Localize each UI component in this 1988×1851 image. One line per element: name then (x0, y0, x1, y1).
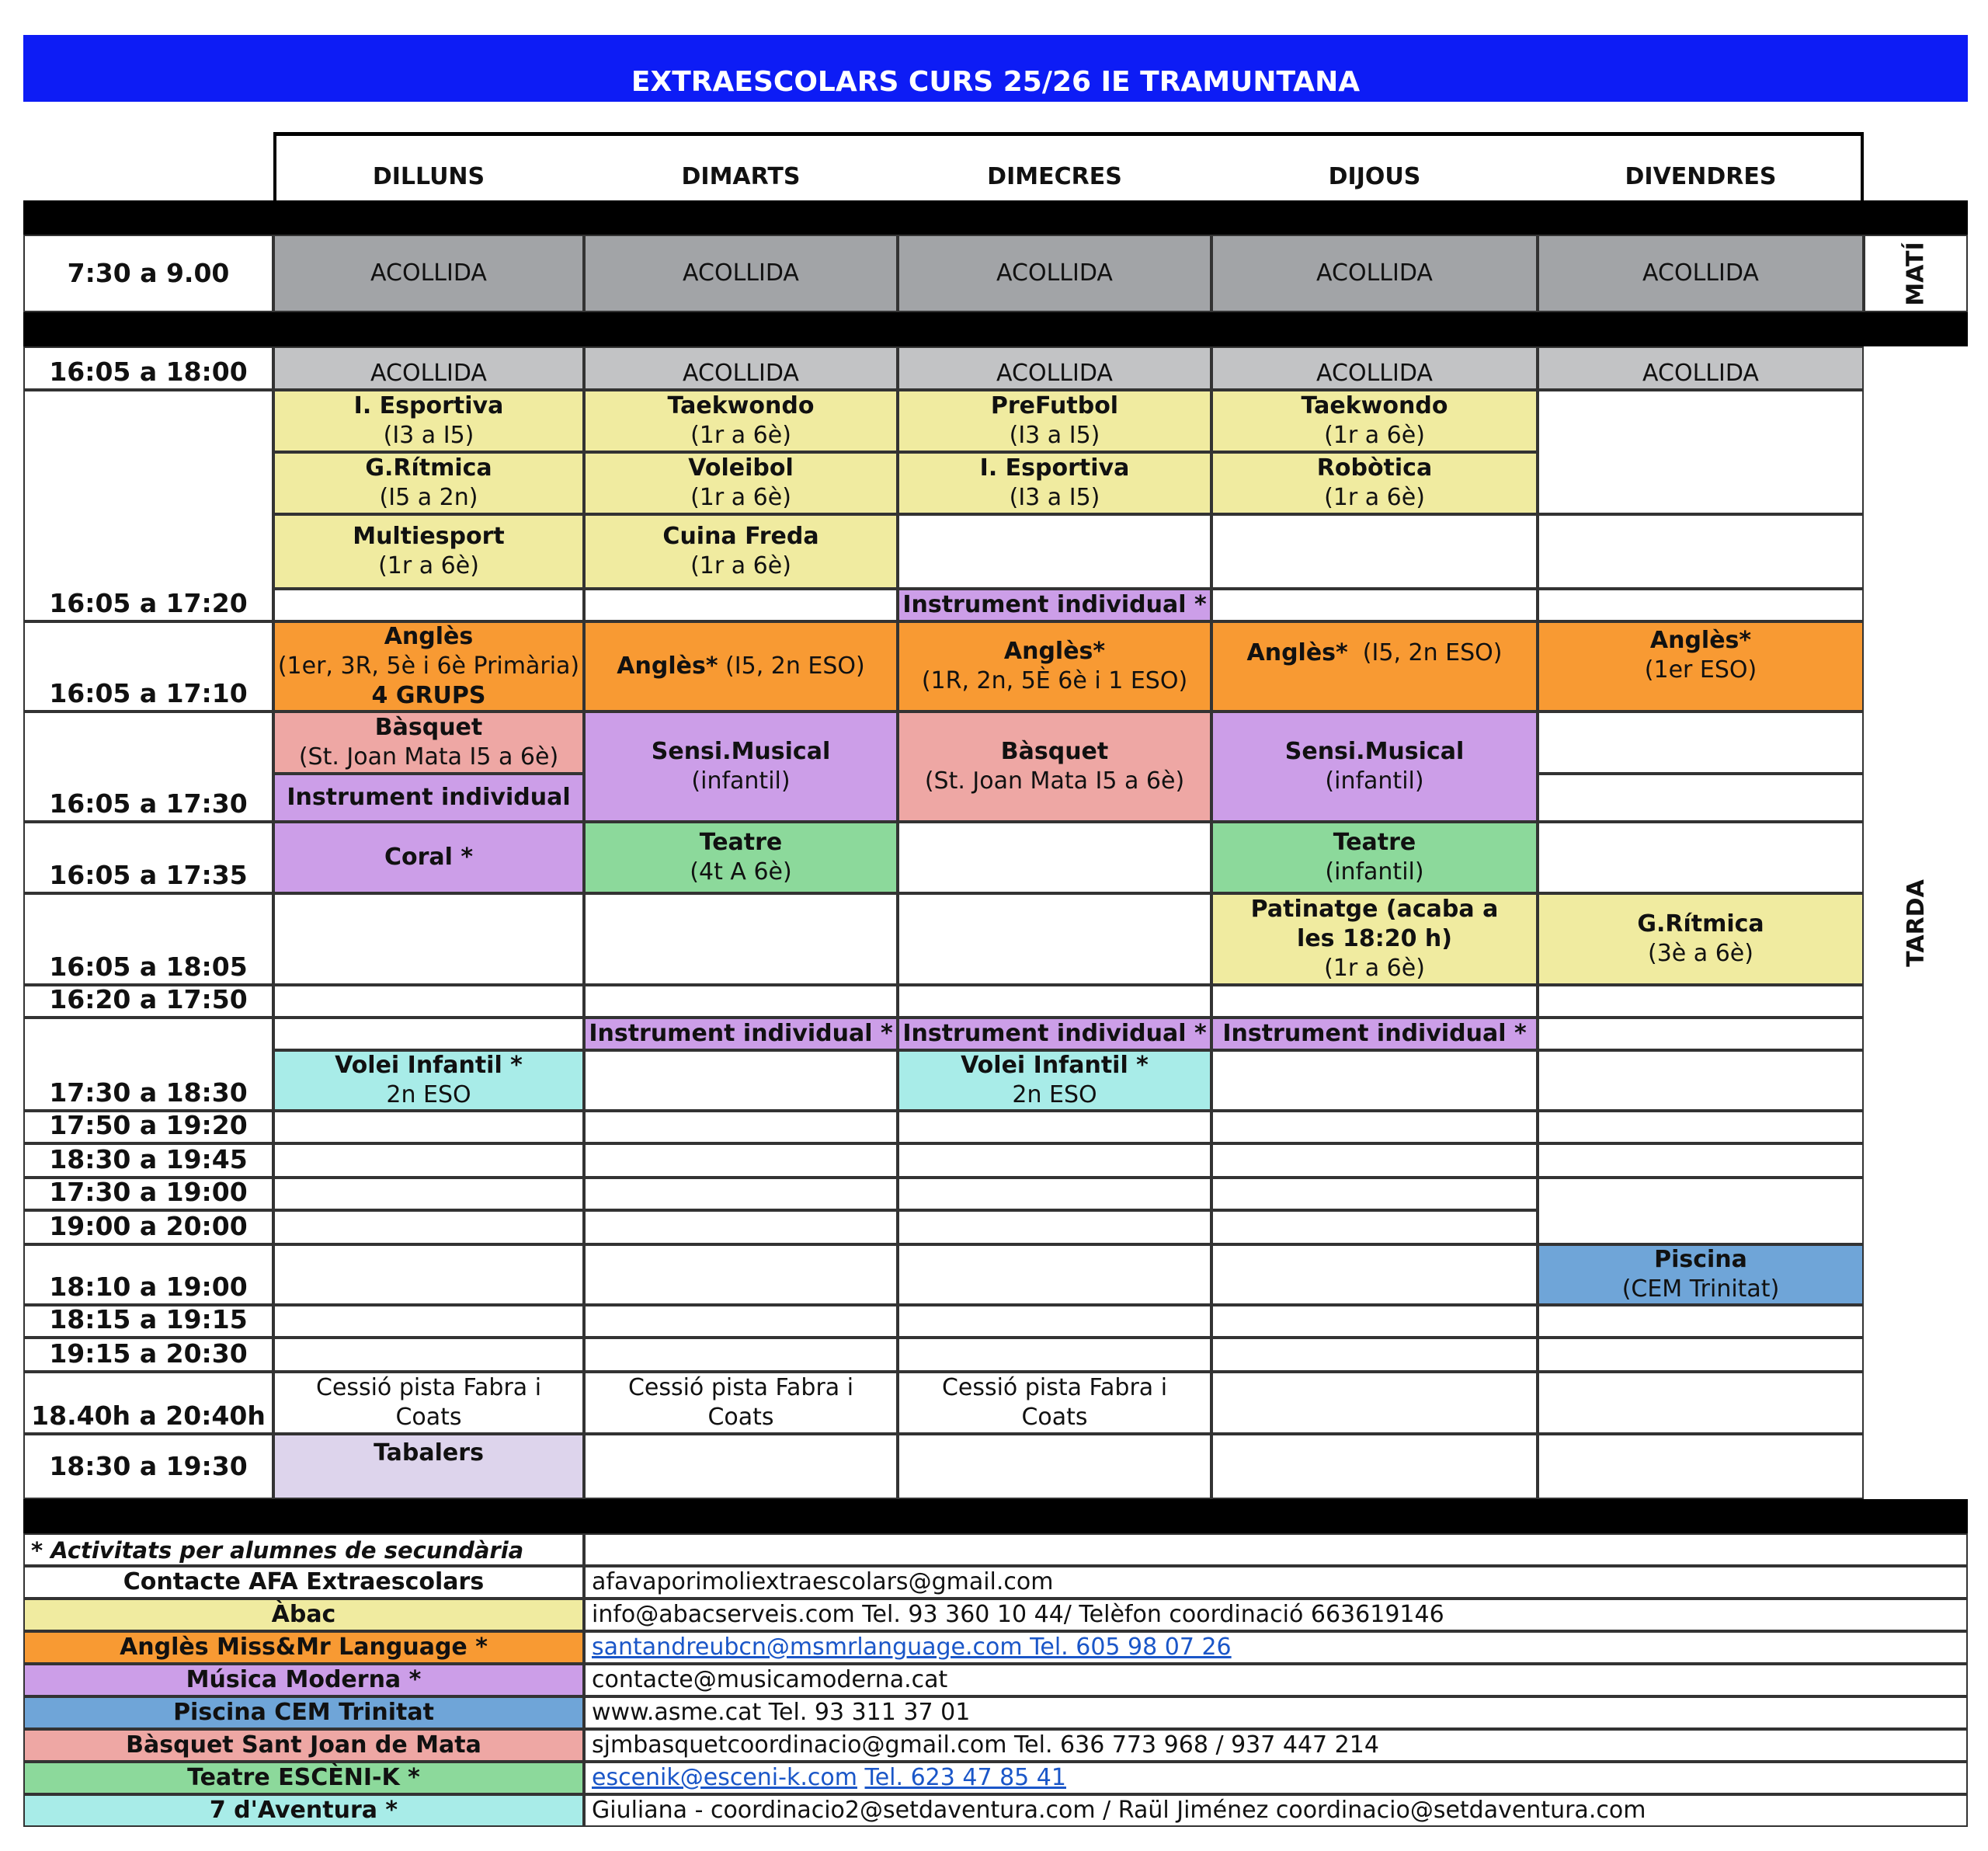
activity-cell: Patinatge (acaba a les 18:20 h) (1r a 6è) (1211, 893, 1538, 985)
empty-cell (1211, 1178, 1538, 1210)
empty-cell (273, 1143, 584, 1178)
activity-cell: Teatre (infantil) (1211, 822, 1538, 893)
empty-cell (1538, 1050, 1864, 1111)
activity-cell: Cessió pista Fabra i Coats (898, 1372, 1211, 1434)
empty-cell (273, 985, 584, 1018)
contact-link[interactable]: escenik@esceni-k.com (592, 1764, 857, 1791)
time-label: 16:05 a 17:20 (23, 390, 273, 621)
legend-name: Piscina CEM Trinitat (23, 1696, 584, 1729)
legend-name: Teatre ESCÈNI-K * (23, 1762, 584, 1794)
empty-cell (584, 985, 898, 1018)
activity-cell: ACOLLIDA (1538, 235, 1864, 312)
divider-bar (23, 200, 1968, 235)
empty-cell (584, 1244, 898, 1305)
empty-cell (1538, 1434, 1864, 1499)
activity-cell: I. Esportiva (I3 a I5) (273, 390, 584, 452)
empty-cell (898, 893, 1211, 985)
legend-contact: contacte@musicamoderna.cat (584, 1664, 1968, 1696)
time-label: 18:30 a 19:30 (23, 1434, 273, 1499)
activity-cell: Bàsquet (St. Joan Mata I5 a 6è) (273, 712, 584, 774)
time-label: 19:00 a 20:00 (23, 1210, 273, 1244)
empty-cell (584, 1533, 1968, 1566)
footnote: * Activitats per alumnes de secundària (23, 1533, 584, 1566)
time-label: 18:30 a 19:45 (23, 1143, 273, 1178)
empty-cell (273, 1244, 584, 1305)
empty-cell (1538, 1372, 1864, 1434)
page-title: EXTRAESCOLARS CURS 25/26 IE TRAMUNTANA (23, 35, 1968, 102)
legend-name: Anglès Miss&Mr Language * (23, 1631, 584, 1664)
empty-cell (898, 1305, 1211, 1338)
activity-cell: Taekwondo (1r a 6è) (1211, 390, 1538, 452)
empty-cell (584, 1178, 898, 1210)
activity-cell: Cuina Freda (1r a 6è) (584, 514, 898, 589)
empty-cell (1211, 1338, 1538, 1372)
activity-cell: ACOLLIDA (898, 235, 1211, 312)
legend-name: 7 d'Aventura * (23, 1794, 584, 1827)
empty-cell (1538, 712, 1864, 774)
activity-cell: Instrument individual * (1211, 1018, 1538, 1050)
activity-cell: ACOLLIDA (584, 346, 898, 390)
empty-cell (898, 1434, 1211, 1499)
time-label: 17:30 a 18:30 (23, 1018, 273, 1111)
empty-cell (273, 589, 584, 621)
empty-cell (1211, 1372, 1538, 1434)
empty-cell (898, 1244, 1211, 1305)
empty-cell (1538, 1018, 1864, 1050)
empty-cell (1538, 1305, 1864, 1338)
empty-cell (584, 893, 898, 985)
time-label: 18:10 a 19:00 (23, 1244, 273, 1305)
empty-cell (584, 1305, 898, 1338)
time-label: 18:15 a 19:15 (23, 1305, 273, 1338)
empty-cell (1538, 390, 1864, 514)
activity-cell: Anglès (1er, 3R, 5è i 6è Primària) 4 GRUPS (273, 621, 584, 712)
activity-cell: Tabalers (273, 1434, 584, 1499)
day-tuesday: DIMARTS (681, 163, 801, 190)
empty-cell (898, 1210, 1211, 1244)
empty-cell (1538, 514, 1864, 589)
empty-cell (584, 589, 898, 621)
empty-cell (1538, 1143, 1864, 1178)
time-label: 19:15 a 20:30 (23, 1338, 273, 1372)
activity-cell: Sensi.Musical (infantil) (1211, 712, 1538, 822)
empty-cell (1211, 1050, 1538, 1111)
activity-cell: Cessió pista Fabra i Coats (273, 1372, 584, 1434)
empty-cell (584, 1338, 898, 1372)
empty-cell (898, 1143, 1211, 1178)
empty-cell (1538, 1111, 1864, 1143)
empty-cell (584, 1434, 898, 1499)
empty-cell (1538, 774, 1864, 822)
activity-cell: ACOLLIDA (1538, 346, 1864, 390)
activity-cell: Volei Infantil * 2n ESO (898, 1050, 1211, 1111)
empty-cell (1211, 1305, 1538, 1338)
activity-cell: ACOLLIDA (273, 346, 584, 390)
activity-cell: ACOLLIDA (584, 235, 898, 312)
activity-cell: ACOLLIDA (1211, 346, 1538, 390)
activity-cell: Instrument individual * (898, 1018, 1211, 1050)
activity-cell: G.Rítmica (3è a 6è) (1538, 893, 1864, 985)
empty-cell (898, 822, 1211, 893)
activity-cell: Multiesport (1r a 6è) (273, 514, 584, 589)
contact-link[interactable]: santandreubcn@msmrlanguage.com Tel. 605 98 07 26 (592, 1634, 1232, 1661)
legend-contact: sjmbasquetcoordinacio@gmail.com Tel. 636 773 968 / 937 447 214 (584, 1729, 1968, 1762)
activity-cell: Instrument individual * (584, 1018, 898, 1050)
empty-cell (1211, 1210, 1538, 1244)
empty-cell (273, 1210, 584, 1244)
empty-cell (273, 1018, 584, 1050)
activity-cell: Cessió pista Fabra i Coats (584, 1372, 898, 1434)
activity-cell: Anglès* (I5, 2n ESO) (1211, 621, 1538, 712)
time-label: 16:05 a 17:35 (23, 822, 273, 893)
legend-name: Música Moderna * (23, 1664, 584, 1696)
activity-cell: Anglès* (I5, 2n ESO) (584, 621, 898, 712)
legend-contact (584, 1762, 1968, 1794)
activity-cell: Anglès* (1er ESO) (1538, 621, 1864, 712)
legend-name: Bàsquet Sant Joan de Mata (23, 1729, 584, 1762)
empty-cell (1538, 589, 1864, 621)
empty-cell (584, 1050, 898, 1111)
time-label: 16:05 a 18:05 (23, 893, 273, 985)
activity-cell: Piscina (CEM Trinitat) (1538, 1244, 1864, 1305)
activity-cell: ACOLLIDA (1211, 235, 1538, 312)
empty-cell (1211, 1111, 1538, 1143)
activity-cell: Voleibol (1r a 6è) (584, 452, 898, 514)
empty-cell (584, 1210, 898, 1244)
empty-cell (273, 893, 584, 985)
empty-cell (1538, 985, 1864, 1018)
time-label: 16:05 a 18:00 (23, 346, 273, 390)
activity-cell: Instrument individual (273, 774, 584, 822)
empty-cell (273, 1305, 584, 1338)
empty-cell (1211, 1244, 1538, 1305)
activity-cell: Anglès* (1R, 2n, 5È 6è i 1 ESO) (898, 621, 1211, 712)
empty-cell (1211, 1143, 1538, 1178)
activity-cell: G.Rítmica (I5 a 2n) (273, 452, 584, 514)
empty-cell (898, 514, 1211, 589)
legend-contact: www.asme.cat Tel. 93 311 37 01 (584, 1696, 1968, 1729)
empty-cell (273, 1178, 584, 1210)
empty-cell (1211, 985, 1538, 1018)
label-mati: MATÍ (1864, 235, 1968, 312)
empty-cell (273, 1111, 584, 1143)
time-label: 17:30 a 19:00 (23, 1178, 273, 1210)
day-wednesday: DIMECRES (987, 163, 1122, 190)
empty-cell (1538, 822, 1864, 893)
empty-cell (898, 985, 1211, 1018)
activity-cell: Instrument individual * (898, 589, 1211, 621)
contact-link[interactable]: Tel. 623 47 85 41 (864, 1764, 1066, 1791)
activity-cell: PreFutbol (I3 a I5) (898, 390, 1211, 452)
empty-cell (1211, 589, 1538, 621)
activity-cell: ACOLLIDA (898, 346, 1211, 390)
activity-cell: Bàsquet (St. Joan Mata I5 a 6è) (898, 712, 1211, 822)
activity-cell: I. Esportiva (I3 a I5) (898, 452, 1211, 514)
activity-cell: Taekwondo (1r a 6è) (584, 390, 898, 452)
activity-cell: ACOLLIDA (273, 235, 584, 312)
empty-cell (898, 1178, 1211, 1210)
day-monday: DILLUNS (372, 163, 485, 190)
legend-contact: afavaporimoliextraescolars@gmail.com (584, 1566, 1968, 1599)
time-label: 16:05 a 17:30 (23, 712, 273, 822)
time-label: 7:30 a 9.00 (23, 235, 273, 312)
activity-cell: Coral * (273, 822, 584, 893)
legend-contact: info@abacserveis.com Tel. 93 360 10 44/ Telèfon coordinació 663619146 (584, 1599, 1968, 1631)
empty-cell (273, 1338, 584, 1372)
empty-cell (584, 1111, 898, 1143)
empty-cell (1211, 1434, 1538, 1499)
legend-name: Àbac (23, 1599, 584, 1631)
activity-cell: Robòtica (1r a 6è) (1211, 452, 1538, 514)
legend-contact: Giuliana - coordinacio2@setdaventura.com / Raül Jiménez coordinacio@setdaventura.com (584, 1794, 1968, 1827)
day-friday: DIVENDRES (1625, 163, 1777, 190)
divider-bar (23, 312, 1968, 346)
legend-contact (584, 1631, 1968, 1664)
empty-cell (1538, 1338, 1864, 1372)
time-label: 17:50 a 19:20 (23, 1111, 273, 1143)
empty-cell (898, 1338, 1211, 1372)
legend-name: Contacte AFA Extraescolars (23, 1566, 584, 1599)
time-label: 16:05 a 17:10 (23, 621, 273, 712)
time-label: 16:20 a 17:50 (23, 985, 273, 1018)
empty-cell (1538, 1178, 1864, 1244)
day-thursday: DIJOUS (1328, 163, 1421, 190)
empty-cell (584, 1143, 898, 1178)
divider-bar (23, 1499, 1968, 1533)
empty-cell (898, 1111, 1211, 1143)
empty-cell (1211, 514, 1538, 589)
activity-cell: Teatre (4t A 6è) (584, 822, 898, 893)
label-tarda: TARDA (1902, 879, 1930, 967)
time-label: 18.40h a 20:40h (23, 1372, 273, 1434)
activity-cell: Sensi.Musical (infantil) (584, 712, 898, 822)
activity-cell: Volei Infantil * 2n ESO (273, 1050, 584, 1111)
